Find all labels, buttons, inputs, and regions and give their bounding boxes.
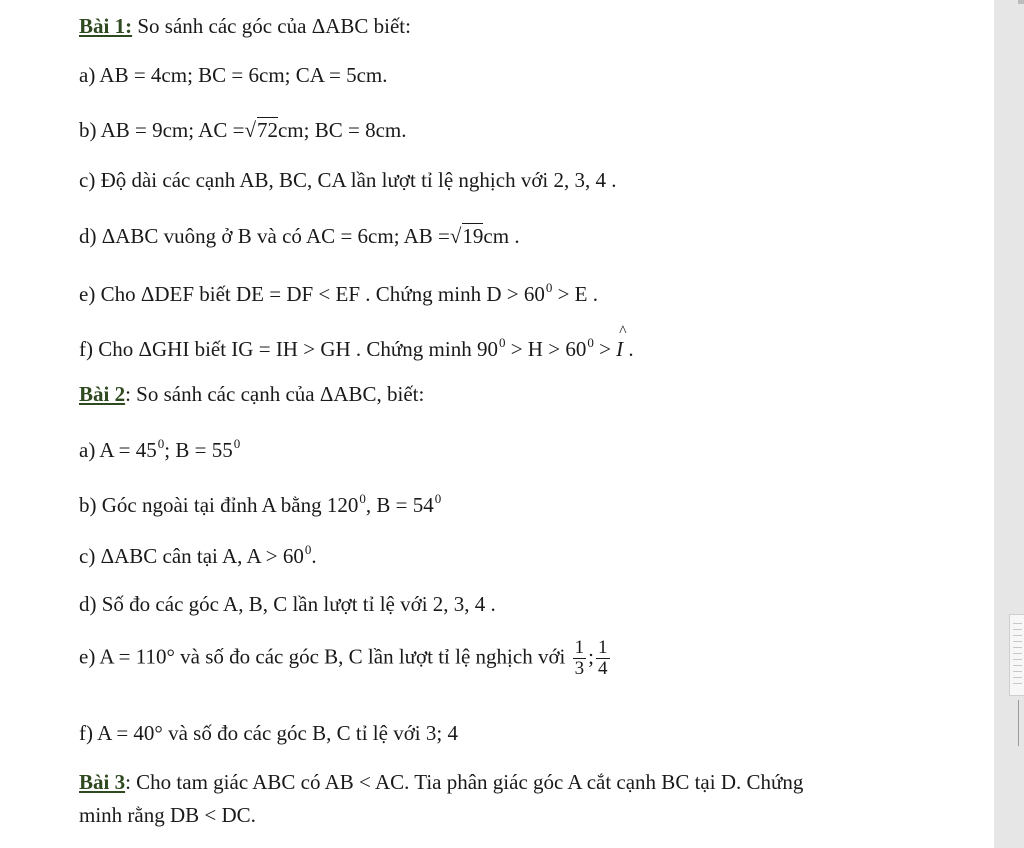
- bai3-text-1: : Cho tam giác ABC có AB < AC. Tia phân giác góc A cắt cạnh BC tại D. Chứng: [125, 770, 804, 794]
- bai1-item-b: [79, 117, 407, 142]
- bai2-item-a: [79, 437, 240, 462]
- bai2-e-pre: e) A = 110° và số đo các góc B, C lần lượt tỉ lệ nghịch với: [79, 644, 566, 669]
- bai3-line2: minh rằng DB < DC.: [79, 803, 256, 827]
- bai1-d-post: cm .: [483, 224, 520, 248]
- bai1-intro: So sánh các góc của ΔABC biết:: [137, 14, 411, 38]
- bai1-b-pre: b) AB = 9cm; AC =: [79, 118, 245, 142]
- bai2-b-pre: b) Góc ngoài tại đỉnh A bằng 120: [79, 493, 359, 517]
- window-corner: [1018, 0, 1024, 4]
- bai1-f-sup1: 0: [498, 335, 506, 350]
- bai1-f-hat-i: ^ I: [616, 337, 623, 361]
- fraction-one-third: [573, 638, 587, 679]
- bai1-d-pre: d) ΔABC vuông ở B và có AC = 6cm; AB =: [79, 224, 450, 248]
- bai2-a-pre: a) A = 45: [79, 438, 157, 462]
- frac2-num: 1: [598, 637, 608, 658]
- bai2-title: [79, 382, 424, 406]
- bai2-item-d: d) Số đo các góc A, B, C lần lượt tỉ lệ với 2, 3, 4 .: [79, 592, 496, 616]
- bai1-d-root: 19: [462, 224, 484, 248]
- bai2-c-sup: 0: [304, 542, 312, 557]
- bai2-c-post: .: [311, 544, 317, 568]
- bai1-item-d: [79, 223, 520, 248]
- bai3-heading: Bài 3: [79, 770, 126, 794]
- sqrt-icon: √: [449, 224, 462, 248]
- bai2-a-mid: ; B = 55: [164, 438, 233, 462]
- frac-sep: ;: [588, 644, 594, 669]
- bai1-e-post: > E .: [552, 282, 599, 306]
- bai1-item-e: [79, 281, 598, 306]
- frac1-num: 1: [574, 637, 585, 658]
- frac2-den: 4: [598, 657, 608, 679]
- bai1-e-pre: e) Cho ΔDEF biết DE = DF < EF . Chứng minh D > 60: [79, 282, 545, 306]
- bai2-item-b: [79, 492, 441, 517]
- bai1-f-end: .: [623, 337, 634, 361]
- bai2-item-e: [79, 638, 612, 679]
- bai1-title: [79, 14, 411, 38]
- bai1-f-pre: f) Cho ΔGHI biết IG = IH > GH . Chứng minh 90: [79, 337, 498, 361]
- bai2-a-sup1: 0: [157, 436, 165, 451]
- bai2-heading: Bài 2: [79, 382, 126, 406]
- bai1-item-a: a) AB = 4cm; BC = 6cm; CA = 5cm.: [79, 63, 388, 87]
- bai1-b-post: cm; BC = 8cm.: [277, 118, 407, 142]
- bai1-e-sup: 0: [545, 280, 553, 295]
- bai1-heading: Bài 1:: [79, 14, 133, 38]
- bai2-intro: : So sánh các cạnh của ΔABC, biết:: [125, 382, 425, 406]
- frac1-den: 3: [574, 657, 585, 679]
- bai2-c-pre: c) ΔABC cân tại A, A > 60: [79, 544, 304, 568]
- bai1-item-f: [79, 336, 634, 361]
- bai1-f-mid: > H > 60: [505, 337, 587, 361]
- page-thumbnail[interactable]: [1009, 614, 1024, 696]
- bai2-b-mid: , B = 54: [365, 493, 434, 517]
- bai2-b-sup1: 0: [359, 491, 366, 506]
- bai2-a-sup2: 0: [233, 436, 241, 451]
- bai1-item-c: c) Độ dài các cạnh AB, BC, CA lần lượt tỉ lệ nghịch với 2, 3, 4 .: [79, 168, 617, 192]
- bai2-b-sup2: 0: [434, 491, 442, 506]
- sqrt-icon: √: [244, 118, 256, 142]
- scroll-edge: [1018, 700, 1024, 746]
- bai1-b-root: 72: [256, 118, 278, 142]
- bai2-item-f: f) A = 40° và số đo các góc B, C tỉ lệ với 3; 4: [79, 721, 458, 745]
- bai1-f-gt: >: [593, 337, 617, 361]
- bai1-f-sup2: 0: [587, 335, 594, 350]
- bai2-item-c: [79, 543, 317, 568]
- bai3-line1: [79, 770, 803, 794]
- fraction-one-fourth: [596, 638, 610, 679]
